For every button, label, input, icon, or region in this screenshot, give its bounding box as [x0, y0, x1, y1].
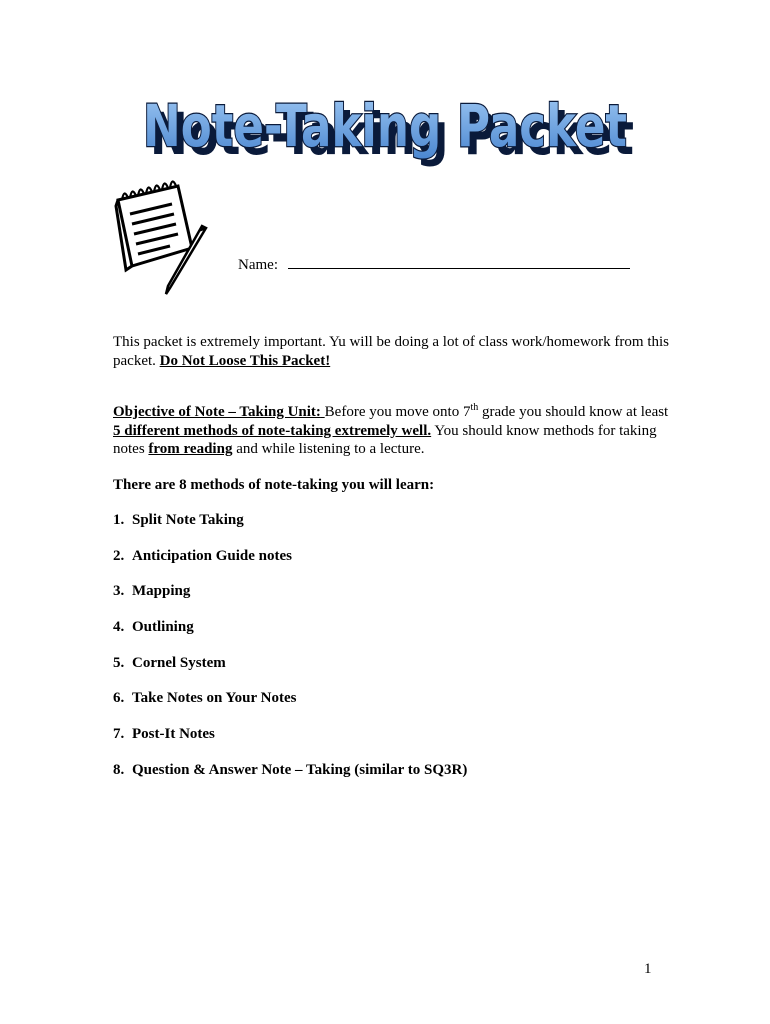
objective-paragraph	[113, 403, 673, 459]
objective-bold1: 5 different methods of note-taking extremely well.	[113, 422, 432, 439]
objective-part1: Before you move onto 7	[324, 404, 471, 420]
notepad-pencil-icon	[110, 178, 215, 296]
list-item: 2. Anticipation Guide notes	[113, 547, 293, 564]
methods-list	[113, 511, 467, 797]
list-item: 7. Post-It Notes	[113, 726, 215, 743]
objective-superscript: th	[470, 402, 479, 413]
title-wordart	[133, 84, 638, 169]
list-item: 1. Split Note Taking	[113, 512, 244, 528]
objective-bold2: from reading	[148, 441, 233, 457]
page-number: 1	[644, 961, 652, 977]
objective-part3: You should know methods for taking notes	[113, 422, 657, 457]
list-item: 3. Mapping	[113, 583, 191, 600]
name-label: Name:	[238, 257, 278, 273]
list-item: 5. Cornel System	[113, 654, 226, 671]
page-title-shadow: Note-Taking Packet	[150, 100, 634, 168]
name-field	[238, 254, 630, 274]
methods-heading: There are 8 methods of note-taking you will learn:	[113, 477, 435, 493]
title-svg	[133, 84, 638, 169]
intro-emphasis: Do Not Loose This Packet!	[159, 352, 331, 369]
intro-text: This packet is extremely important. Yu will be doing a lot of class work/homework from this packet.	[113, 334, 670, 369]
objective-part4: and while listening to a lecture.	[232, 441, 425, 457]
page-title: Note-Taking Packet	[143, 92, 627, 160]
objective-part2: grade you should know at least	[478, 404, 669, 420]
list-item: 4. Outlining	[113, 619, 194, 636]
name-blank-line	[288, 254, 630, 269]
list-item: 8. Question & Answer Note – Taking (similar to SQ3R)	[113, 761, 468, 778]
intro-paragraph	[113, 333, 673, 370]
list-item: 6. Take Notes on Your Notes	[113, 690, 297, 707]
objective-label: Objective of Note – Taking Unit:	[113, 404, 321, 420]
